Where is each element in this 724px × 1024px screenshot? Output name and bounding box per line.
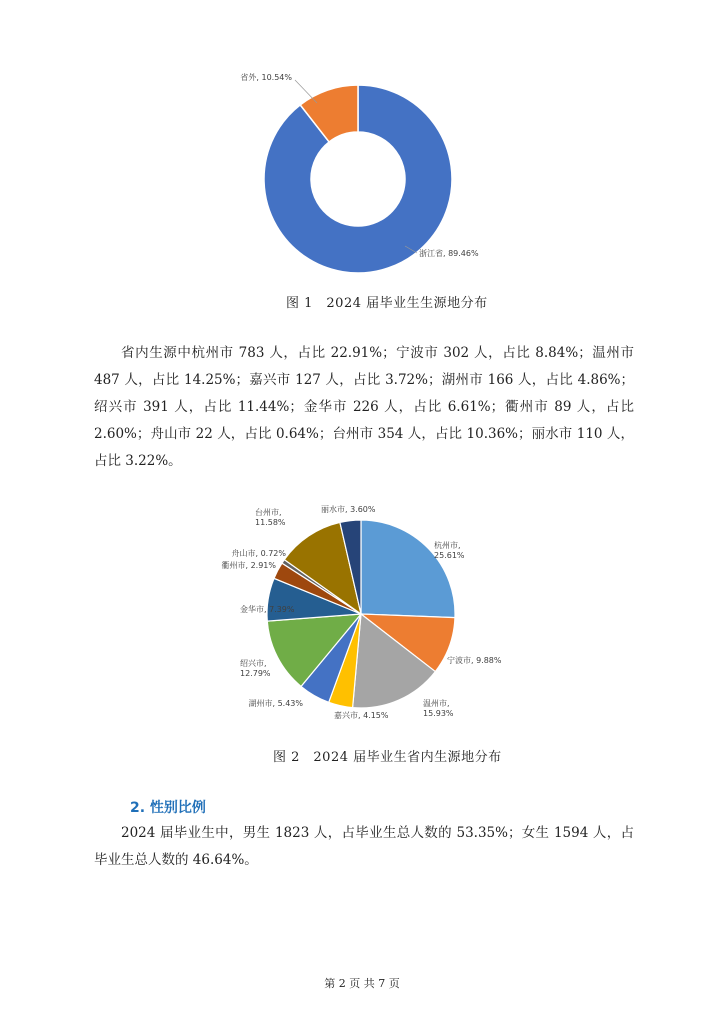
section-heading-gender-ratio: 2. 性别比例: [130, 800, 206, 816]
pie-label-0: 杭州市, 25.61%: [434, 541, 465, 560]
pie-label-10: 丽水市, 3.60%: [321, 505, 376, 514]
page-footer: 第 2 页 共 7 页: [324, 977, 400, 990]
pie-label-2: 温州市, 15.93%: [423, 699, 454, 718]
figure2-pie-chart: [0, 490, 724, 730]
paragraph-gender-ratio: 2024 届毕业生中，男生 1823 人，占毕业生总人数的 53.35%；女生 1594 人，占毕业生总人数的 46.64%。: [94, 825, 634, 868]
pie-label-8: 舟山市, 0.72%: [231, 549, 286, 558]
donut-label-0: 浙江省, 89.46%: [419, 249, 479, 258]
figure1-caption: 图 1 2024 届毕业生生源地分布: [286, 296, 488, 311]
donut-label-1: 省外, 10.54%: [240, 73, 292, 82]
figure2-caption: 图 2 2024 届毕业生省内生源地分布: [273, 750, 502, 765]
leader-line: [295, 80, 317, 103]
pie-slice-0: [361, 520, 455, 618]
pie-label-4: 湖州市, 5.43%: [248, 699, 303, 708]
pie-label-6: 金华市, 7.39%: [240, 605, 295, 614]
pie-label-3: 嘉兴市, 4.15%: [334, 711, 389, 720]
paragraph-province-distribution: 省内生源中杭州市 783 人，占比 22.91%；宁波市 302 人，占比 8.84%；温州市 487 人，占比 14.25%；嘉兴市 127 人，占比 3.72%；湖州市 166 人，占比 4.86%；绍兴市 391 人，占比 11.44%；金华市 226 人，占比 6.61%；衢州市 89 人，占比 2.60%；舟山市 22 人，占比 0.64%；台州市 354 人，占比 10.36%；丽水市 110 人，占比 3.22%。: [94, 345, 634, 469]
pie-label-5: 绍兴市, 12.79%: [240, 659, 271, 678]
pie-label-9: 台州市, 11.58%: [255, 508, 286, 527]
figure1-donut-chart: [0, 0, 724, 290]
pie-label-7: 衢州市, 2.91%: [221, 561, 276, 570]
pie-label-1: 宁波市, 9.88%: [447, 656, 502, 665]
